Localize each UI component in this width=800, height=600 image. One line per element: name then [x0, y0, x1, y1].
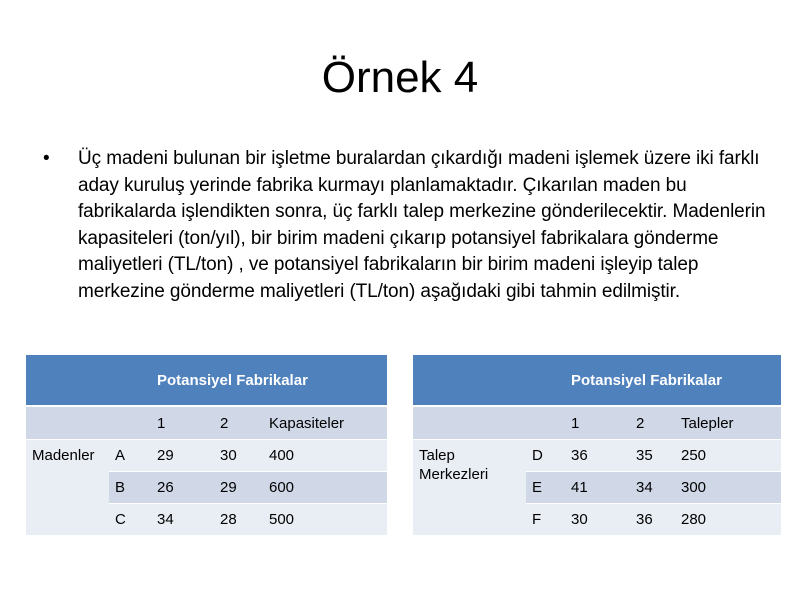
column-header: 2 — [214, 406, 263, 440]
column-header: Talepler — [675, 406, 781, 440]
column-header: 1 — [565, 406, 630, 440]
table-subheader-row — [26, 406, 387, 440]
row-label: B — [109, 472, 151, 504]
table-cell: 30 — [565, 504, 630, 536]
bullet-text: Üç madeni bulunan bir işletme buralardan çıkardığı madeni işlemek üzere iki farklı aday kuruluş yerinde fabrika kurmayı planlamaktadır. Çıkarılan maden bu fabrikalarda işlendikten sonra, üç farklı talep merkezine gönderilecektir. Madenlerin kapasiteleri (ton/yıl), bir birim madeni çıkarıp potansiyel fabrikalara gönderme maliyetleri (TL/ton) , ve potansiyel fabrikaların bir birim madeni işleyip talep merkezine gönderme maliyetleri (TL/ton) aşağıdaki gibi tahmin edilmiştir. — [78, 148, 766, 302]
row-group-label: Talep Merkezleri — [413, 440, 526, 536]
header-cell-empty — [109, 355, 151, 406]
table-cell: 28 — [214, 504, 263, 536]
header-cell-empty — [526, 355, 565, 406]
subheader-cell-empty — [526, 406, 565, 440]
table-cell: 36 — [630, 504, 675, 536]
row-label: E — [526, 472, 565, 504]
header-cell-factories: Potansiyel Fabrikalar — [151, 355, 387, 406]
bullet-symbol: • — [43, 148, 50, 169]
table-cell: 41 — [565, 472, 630, 504]
header-cell-empty — [413, 355, 526, 406]
table-header-row — [26, 355, 387, 406]
table-cell: 500 — [263, 504, 387, 536]
slide-title: Örnek 4 — [321, 53, 479, 102]
table-cell: 26 — [151, 472, 214, 504]
table-cell: 280 — [675, 504, 781, 536]
table-cell: 600 — [263, 472, 387, 504]
column-header: 1 — [151, 406, 214, 440]
table-cell: 29 — [151, 440, 214, 472]
table-cell: 300 — [675, 472, 781, 504]
table-cell: 34 — [630, 472, 675, 504]
subheader-cell-empty — [109, 406, 151, 440]
header-cell-factories: Potansiyel Fabrikalar — [565, 355, 781, 406]
table-cell: 34 — [151, 504, 214, 536]
subheader-cell-empty — [26, 406, 109, 440]
row-label: D — [526, 440, 565, 472]
table-cell: 29 — [214, 472, 263, 504]
table-row — [26, 440, 387, 472]
subheader-cell-empty — [413, 406, 526, 440]
table-cell: 36 — [565, 440, 630, 472]
table-cell: 35 — [630, 440, 675, 472]
capacity-table — [26, 355, 387, 535]
table-cell: 400 — [263, 440, 387, 472]
table-header-row — [413, 355, 781, 406]
table-cell: 250 — [675, 440, 781, 472]
table-cell: 30 — [214, 440, 263, 472]
bullet-item — [40, 146, 770, 305]
row-label: C — [109, 504, 151, 536]
row-label: A — [109, 440, 151, 472]
column-header: Kapasiteler — [263, 406, 387, 440]
table-row — [413, 440, 781, 472]
table-subheader-row — [413, 406, 781, 440]
header-cell-empty — [26, 355, 109, 406]
column-header: 2 — [630, 406, 675, 440]
row-label: F — [526, 504, 565, 536]
row-group-label: Madenler — [26, 440, 109, 536]
demand-table — [413, 355, 781, 535]
